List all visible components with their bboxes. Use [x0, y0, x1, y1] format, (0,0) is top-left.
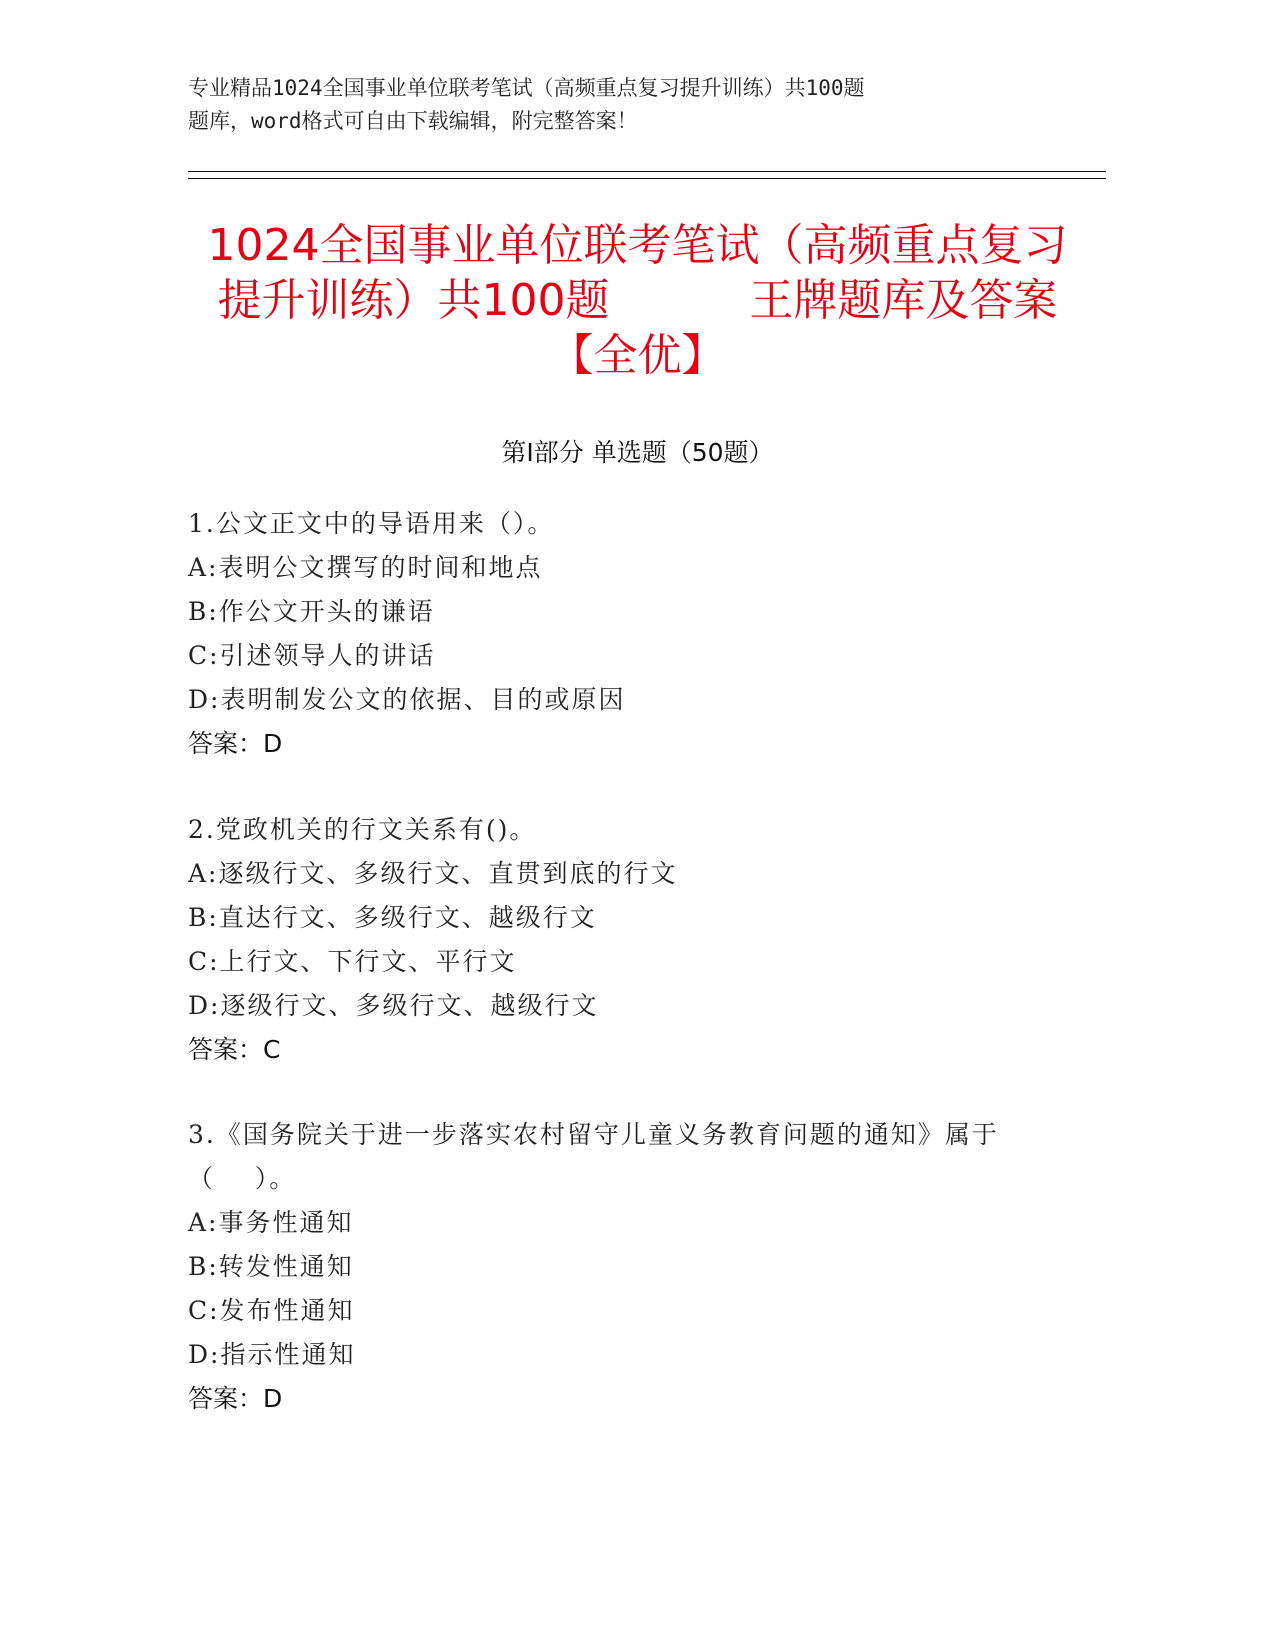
question-stem: 3.《国务院关于进一步落实农村留守儿童义务教育问题的通知》属于: [188, 1120, 999, 1149]
option-c: C:发布性通知: [188, 1296, 355, 1325]
document-title: [150, 218, 1125, 383]
answer: 答案：D: [188, 729, 283, 758]
answer: 答案：C: [188, 1035, 281, 1064]
option-a: A:表明公文撰写的时间和地点: [188, 553, 543, 582]
question-stem: 1.公文正文中的导语用来（）。: [188, 509, 555, 538]
option-d: D:指示性通知: [188, 1340, 356, 1369]
option-a: A:事务性通知: [188, 1208, 354, 1237]
section-title: 第I部分 单选题（50题）: [501, 438, 774, 467]
divider-line: [188, 171, 1106, 172]
question-2: [188, 808, 1068, 1072]
question-stem: 2.党政机关的行文关系有()。: [188, 815, 537, 844]
option-b: B:作公文开头的谦语: [188, 597, 435, 626]
header-note-line-2: 题库，word格式可自由下载编辑，附完整答案！: [188, 109, 638, 133]
option-a: A:逐级行文、多级行文、直贯到底的行文: [188, 859, 678, 888]
option-b: B:转发性通知: [188, 1252, 354, 1281]
option-c: C:上行文、下行文、平行文: [188, 947, 517, 976]
option-d: D:逐级行文、多级行文、越级行文: [188, 991, 599, 1020]
header-note: [188, 72, 1068, 138]
option-c: C:引述领导人的讲话: [188, 641, 436, 670]
answer: 答案：D: [188, 1384, 283, 1413]
question-3: [188, 1113, 1068, 1421]
divider-line: [188, 178, 1106, 179]
header-note-line-1: 专业精品1024全国事业单位联考笔试（高频重点复习提升训练）共100题: [188, 76, 865, 100]
title-line-1: 1024全国事业单位联考笔试（高频重点复习: [207, 220, 1068, 271]
title-line-3: 【全优】: [549, 330, 726, 381]
option-b: B:直达行文、多级行文、越级行文: [188, 903, 597, 932]
title-line-2: 提升训练）共100题 王牌题库及答案: [217, 275, 1058, 326]
option-d: D:表明制发公文的依据、目的或原因: [188, 685, 626, 714]
question-1: [188, 502, 1068, 766]
question-stem-continued: （ ）。: [188, 1164, 297, 1193]
